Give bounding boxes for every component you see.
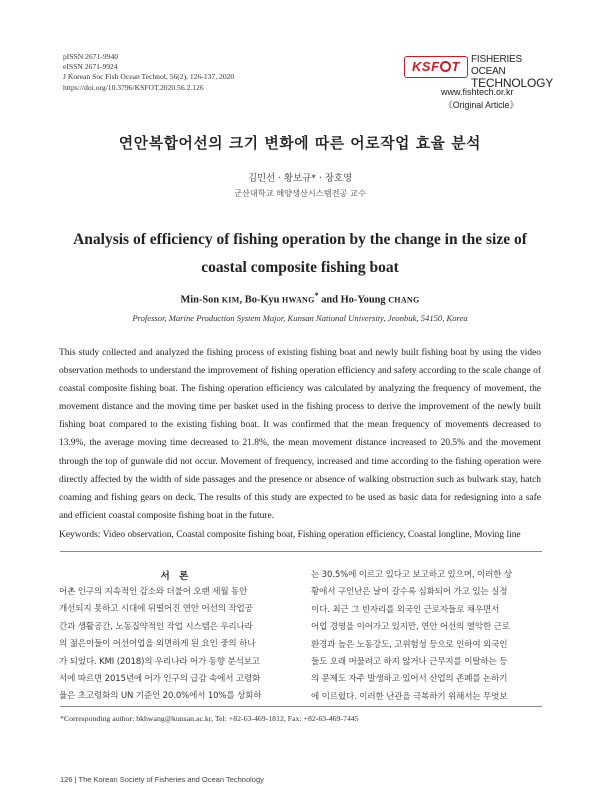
corresponding-author-note: *Corresponding author: bkhwang@kunsan.ac.kr, Tel: +82-63-469-1812, Fax: +82-63-469-7445 bbox=[60, 714, 359, 723]
introduction-heading: 서 론 bbox=[160, 571, 192, 582]
author-separator-and: and bbox=[318, 294, 341, 306]
logo-line2: TECHNOLOGY bbox=[471, 76, 554, 90]
body-line: 의 문제도 자주 발생하고 있어서 산업의 존폐를 논하기 bbox=[311, 674, 508, 685]
journal-logo bbox=[404, 54, 554, 90]
english-authors bbox=[0, 291, 600, 305]
doi-link[interactable]: https://doi.org/10.3796/KSFOT.2020.56.2.126 bbox=[63, 82, 204, 92]
author3-given: Ho-Young bbox=[340, 294, 389, 306]
intro-right-column bbox=[311, 567, 543, 706]
body-line: 간과 생활공간, 노동집약적인 작업 시스템은 우리나라 bbox=[59, 621, 253, 632]
body-line: 서에 따르면 2015년에 어가 인구의 급감 속에서 고령화 bbox=[59, 674, 261, 685]
ksfot-logo-mark: KSF T bbox=[404, 56, 468, 78]
body-line: 율은 초고령화의 UN 기준인 20.0%에서 10%를 상회하 bbox=[59, 691, 262, 702]
body-line: 는 30.5%에 이르고 있다고 보고하고 있으며, 이러한 상 bbox=[311, 570, 512, 580]
pissn: pISSN 2671-9940 bbox=[63, 52, 119, 61]
logo-line1: FISHERIES OCEAN bbox=[471, 54, 522, 77]
body-line: 에 이르렀다. 이러한 난관을 극복하기 위해서는 무엇보 bbox=[311, 691, 508, 702]
english-title-line2: coastal composite fishing boat bbox=[201, 259, 399, 276]
author1-given: Min-Son bbox=[180, 294, 222, 306]
page-footer: 126 | The Korean Society of Fisheries and Ocean Technology bbox=[60, 775, 264, 784]
citation: J Korean Soc Fish Ocean Technol, 56(2), 126-137, 2020 bbox=[63, 72, 235, 82]
korean-affiliation: 군산대학교 해양생산시스템전공 교수 bbox=[234, 188, 366, 198]
footnote-divider bbox=[60, 706, 542, 707]
english-title-line1: Analysis of efficiency of fishing operation by the change in the size of bbox=[73, 231, 527, 248]
body-line: 의 젊은이들이 어선어업을 외면하게 된 요인 중의 하나 bbox=[59, 639, 256, 650]
body-line: 개선되지 못하고 시대에 뒤떨어진 연안 어선의 작업공 bbox=[59, 604, 253, 615]
author-separator: , bbox=[239, 294, 245, 306]
body-line: 환경과 높은 노동강도, 고위험성 등으로 인하여 외국인 bbox=[311, 639, 508, 650]
english-affiliation: Professor, Marine Production System Major, Kunsan National University, Jeonbuk, 54150, Korea bbox=[132, 313, 468, 323]
eissn: eISSN 2671-9924 bbox=[63, 62, 118, 72]
author2-family: HWANG bbox=[282, 295, 315, 305]
english-title bbox=[60, 226, 540, 282]
logo-wordmark bbox=[471, 54, 553, 90]
body-line: 들도 오래 머물려고 하지 않거나 근무지를 이탈하는 등 bbox=[311, 657, 508, 668]
body-line: 이다. 최근 그 빈자리를 외국인 근로자들로 채우면서 bbox=[311, 604, 500, 615]
intro-left-column bbox=[59, 584, 293, 706]
logo-ring-icon bbox=[440, 61, 451, 72]
abstract: This study collected and analyzed the fishing process of existing fishing boat and newly built fishing boat by using the video observation methods to understand the improvement of fishing operation efficiency and safety according to the scale change of coastal composite fishing boat. The fishing operation efficiency was calculated by analyzing the frequency of movement, the movement distance and the moving time per basket used in the fishing process to derive the improvement of the newly built fishing boat compared to the existing fishing boat. It was confirmed that the mean frequency of movements decreased to 13.9%, the average moving time decreased to 21.8%, the mean movement distance increased to 20.5% and the movement through the top of gunwale did not occur. Movement of frequency, increased and time according to the fishing operation were directly affected by the width of side passages and the presence or absence of walking obstruction such as bulwark stay, hatch coaming and fishing gears on deck. The results of this study are expected to be used as basic data for redesigning into a safe and efficient coastal composite fishing boat in the future. bbox=[59, 348, 541, 521]
body-line: 어업 경영을 이어가고 있지만, 연안 어선의 열악한 근로 bbox=[311, 622, 510, 633]
keywords: Keywords: Video observation, Coastal composite fishing boat, Fishing operation efficiency, Coastal longline, Moving line bbox=[59, 530, 521, 540]
journal-metadata bbox=[63, 52, 234, 93]
body-line: 가 되었다. KMI (2018)의 우리나라 어가 동향 분석보고 bbox=[59, 656, 260, 667]
korean-title: 연안복합어선의 크기 변화에 따른 어로작업 효율 분석 bbox=[118, 135, 482, 152]
journal-url[interactable]: www.fishtech.or.kr bbox=[441, 87, 514, 97]
author2-given: Bo-Kyu bbox=[244, 294, 283, 306]
body-line: 어촌 인구의 지속적인 감소와 더불어 오랜 세월 동안 bbox=[59, 587, 248, 597]
author1-family: KIM bbox=[221, 295, 240, 305]
author3-family: CHANG bbox=[388, 295, 420, 305]
korean-authors: 김민선 · 황보규* · 장호영 bbox=[247, 173, 353, 184]
divider bbox=[60, 551, 542, 552]
article-type: 《Original Article》 bbox=[444, 100, 519, 110]
corresponding-mark: * bbox=[314, 291, 319, 300]
body-line: 황에서 구인난은 날이 갈수록 심화되어 가고 있는 실정 bbox=[311, 587, 508, 598]
